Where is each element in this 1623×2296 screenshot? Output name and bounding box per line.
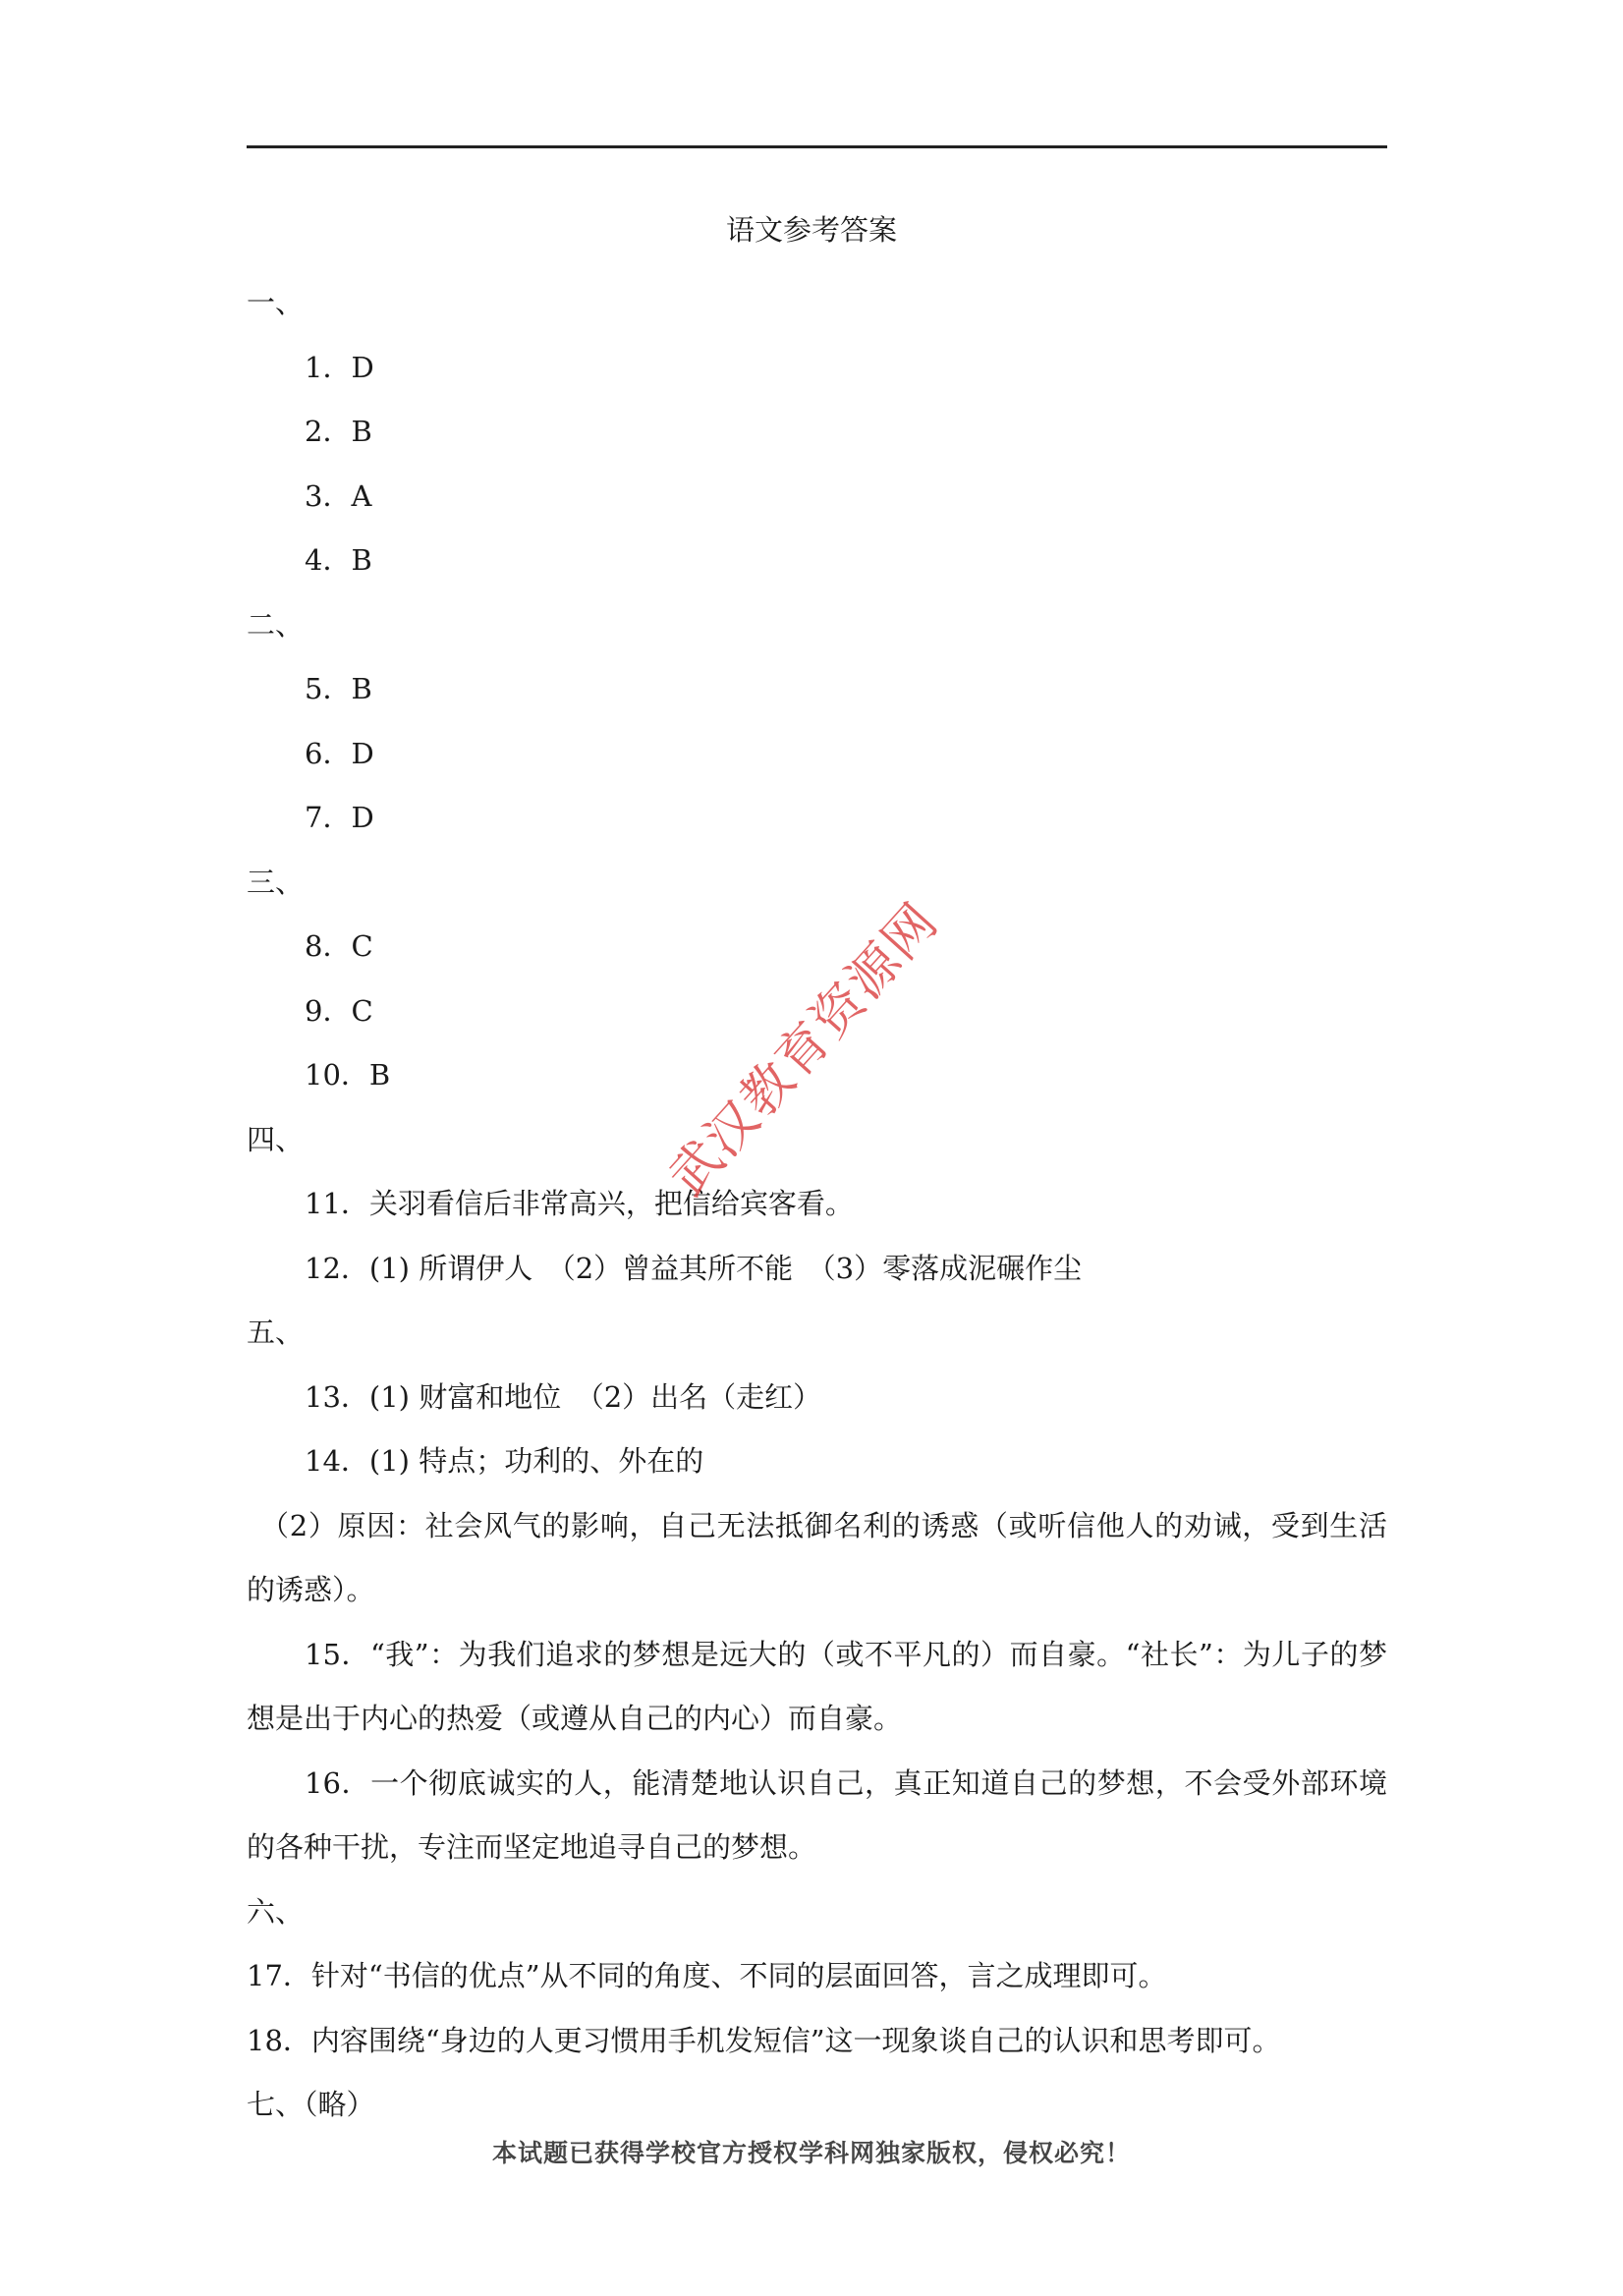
top-rule [247, 145, 1387, 148]
answer-item: 2．B [305, 415, 372, 448]
section-heading: 五、 [247, 1316, 305, 1349]
section-heading: 二、 [247, 607, 305, 642]
answer-paragraph: 16．一个彻底诚实的人，能清楚地认识自己，真正知道自己的梦想，不会受外部环境的各种干扰，专注而坚定地追寻自己的梦想。 [247, 1765, 1387, 1864]
section-heading: 一、 [247, 286, 305, 319]
section-heading: 六、 [247, 1894, 305, 1929]
section-heading: 四、 [247, 1122, 305, 1156]
answer-item: 17．针对“书信的优点”从不同的角度、不同的层面回答，言之成理即可。 [247, 1959, 1167, 1992]
answer-item: 12．(1) 所谓伊人 （2）曾益其所不能 （3）零落成泥碾作尘 [305, 1251, 1083, 1285]
answer-item: 4．B [305, 543, 372, 577]
section-heading: 三、 [247, 865, 305, 899]
answer-item: 11．关羽看信后非常高兴，把信给宾客看。 [305, 1187, 854, 1220]
answer-item: 8．C [305, 929, 373, 963]
document-title: 语文参考答案 [725, 213, 897, 247]
answer-item: 14．(1) 特点；功利的、外在的 [305, 1444, 704, 1478]
answer-item: 1．D [305, 350, 374, 384]
answer-item: 6．D [305, 736, 374, 770]
section-heading: 七、（略） [247, 2088, 375, 2121]
answer-item: 3．A [305, 478, 372, 513]
answer-item: 7．D [305, 801, 374, 834]
answer-item: 9．C [305, 993, 373, 1028]
answer-paragraph: 15．“我”：为我们追求的梦想是远大的（或不平凡的）而自豪。“社长”：为儿子的梦想是出于内心的热爱（或遵从自己的内心）而自豪。 [247, 1637, 1387, 1735]
answer-body [247, 271, 1387, 2138]
answer-paragraph: （2）原因：社会风气的影响，自己无法抵御名利的诱惑（或听信他人的劝诫，受到生活的诱惑）。 [247, 1508, 1387, 1606]
watermark-stamp: 武汉教育资源网 [657, 891, 951, 1207]
answer-item: 5．B [305, 672, 372, 705]
answer-item: 13．(1) 财富和地位 （2）出名（走红） [305, 1379, 822, 1414]
answer-item: 18．内容围绕“身边的人更习惯用手机发短信”这一现象谈自己的认识和思考即可。 [247, 2023, 1281, 2057]
answer-item: 10．B [305, 1058, 391, 1092]
copyright-footer: 本试题已获得学校官方授权学科网独家版权，侵权必究！ [491, 2139, 1131, 2167]
